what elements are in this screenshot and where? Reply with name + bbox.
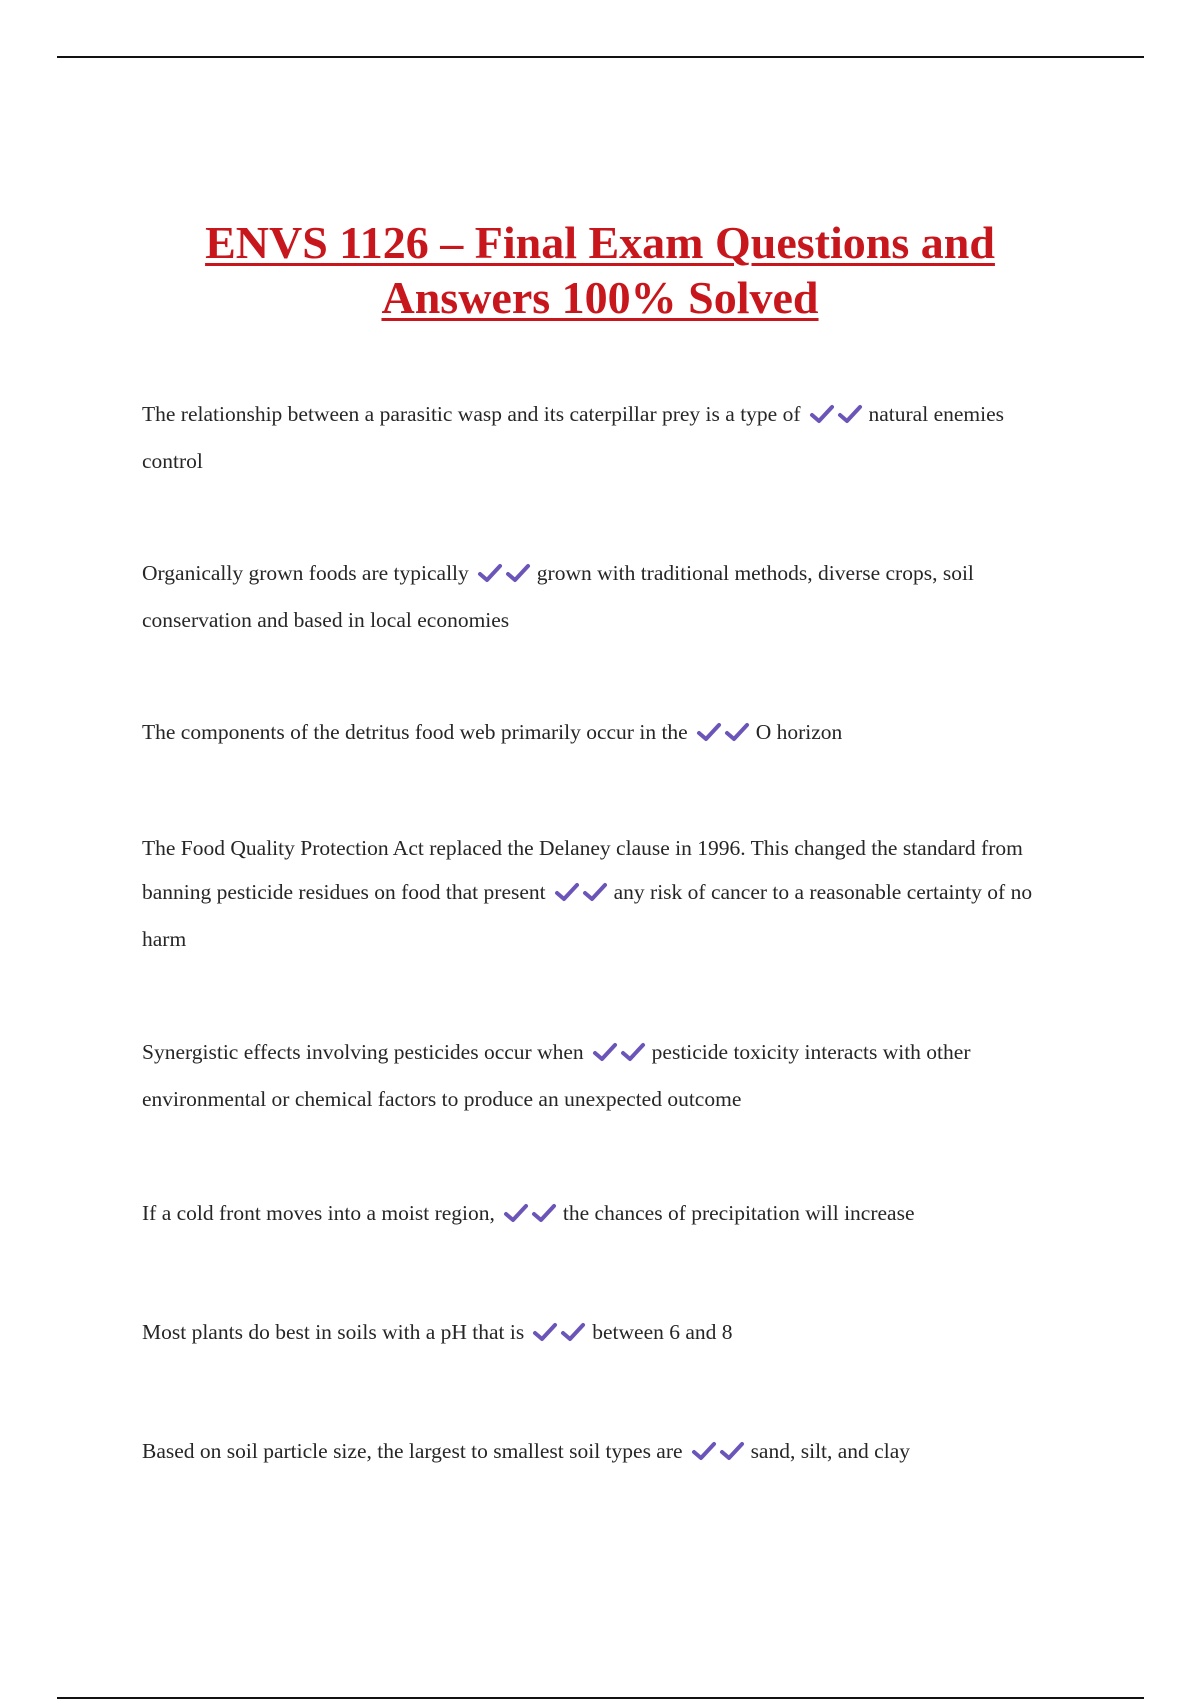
answer-text: sand, silt, and clay — [750, 1439, 910, 1463]
document-title — [0, 215, 1200, 325]
answer-text: grown with traditional methods, diverse crops, soil conservation and based in local economies — [142, 561, 974, 632]
question-text: The Food Quality Protection Act replaced the Delaney clause in 1996. This changed the standard from banning pesticide residues on food that present — [142, 836, 1023, 904]
answer-text: pesticide toxicity interacts with other environmental or chemical factors to produce an unexpected outcome — [142, 1040, 971, 1111]
qa-item — [142, 392, 1062, 483]
question-text: Synergistic effects involving pesticides occur when — [142, 1040, 584, 1064]
double-check-icon — [809, 395, 865, 439]
double-check-icon — [696, 713, 752, 757]
answer-text: between 6 and 8 — [592, 1320, 733, 1344]
title-line-2: Answers 100% Solved — [381, 272, 819, 323]
double-check-icon — [503, 1194, 559, 1238]
double-check-icon — [592, 1033, 648, 1077]
question-text: Most plants do best in soils with a pH that is — [142, 1320, 525, 1344]
qa-item — [142, 826, 1062, 961]
qa-item — [142, 1310, 1062, 1357]
answer-text: the chances of precipitation will increase — [562, 1201, 915, 1225]
qa-item — [142, 551, 1062, 642]
answer-text: O horizon — [755, 720, 843, 744]
question-text: Based on soil particle size, the largest to smallest soil types are — [142, 1439, 683, 1463]
double-check-icon — [691, 1432, 747, 1476]
qa-item — [142, 1191, 1062, 1238]
bottom-rule — [57, 1697, 1144, 1699]
answer-text: natural enemies control — [142, 402, 1005, 473]
title-line-1: ENVS 1126 – Final Exam Questions and — [205, 217, 995, 268]
question-text: If a cold front moves into a moist region, — [142, 1201, 495, 1225]
double-check-icon — [477, 554, 533, 598]
qa-item — [142, 1030, 1062, 1121]
question-text: The relationship between a parasitic wasp and its caterpillar prey is a type of — [142, 402, 801, 426]
answer-text: any risk of cancer to a reasonable certainty of no harm — [142, 880, 1033, 951]
double-check-icon — [554, 873, 610, 917]
qa-item — [142, 1429, 1062, 1476]
double-check-icon — [532, 1313, 588, 1357]
qa-item — [142, 710, 1062, 757]
question-text: Organically grown foods are typically — [142, 561, 469, 585]
question-text: The components of the detritus food web primarily occur in the — [142, 720, 688, 744]
top-rule — [57, 56, 1144, 58]
